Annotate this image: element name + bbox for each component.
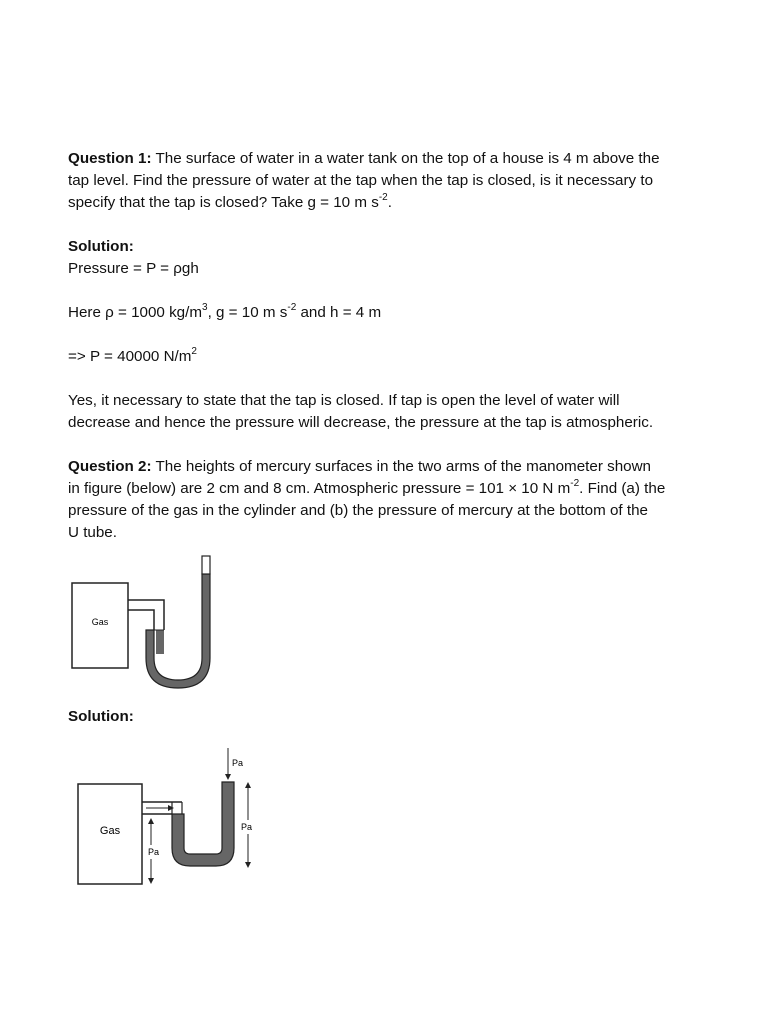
gas-pressure-arrow-head bbox=[168, 805, 174, 811]
question-2 bbox=[68, 456, 708, 544]
question-1-text-line1: The surface of water in a water tank on the top of a house is 4 m above the bbox=[155, 150, 660, 167]
solution-2-heading: Solution: bbox=[68, 708, 134, 725]
question-1-text-line3: specify that the tap is closed? Take g = 10 m s bbox=[68, 194, 379, 211]
question-2-text-line2: in figure (below) are 2 cm and 8 cm. Atmospheric pressure = 101 × 10 N m bbox=[68, 480, 571, 497]
connector-tube-bottom bbox=[128, 610, 154, 630]
gas-label: Gas bbox=[91, 617, 109, 627]
values-density-exp: 3 bbox=[202, 301, 208, 313]
question-1-exponent: -2 bbox=[378, 191, 388, 203]
solution-1-heading: Solution: bbox=[68, 238, 134, 255]
right-height-arrow-bottom bbox=[245, 862, 251, 868]
values-density: Here ρ = 1000 kg/m bbox=[68, 304, 203, 321]
atm-pressure-arrow-head bbox=[225, 774, 231, 780]
result-text: => P = 40000 N/m bbox=[68, 348, 192, 365]
connector-tube-top bbox=[128, 600, 164, 630]
values-gravity: , g = 10 m s bbox=[207, 304, 288, 321]
explanation-line2: decrease and hence the pressure will decrease, the pressure at the tap is atmospheric. bbox=[68, 414, 654, 431]
solution-1-formula: Pressure = P = ρgh bbox=[68, 260, 199, 277]
question-2-text-line1: The heights of mercury surfaces in the two arms of the manometer shown bbox=[155, 458, 651, 475]
manometer-figure bbox=[60, 550, 230, 690]
values-height: and h = 4 m bbox=[296, 304, 382, 321]
question-2-text-line4: U tube. bbox=[68, 524, 117, 541]
mercury-left-arm bbox=[156, 630, 164, 654]
question-1-text-line3-end: . bbox=[387, 194, 392, 211]
question-1 bbox=[68, 148, 708, 214]
mercury-column bbox=[146, 574, 210, 688]
solution-1-result bbox=[68, 346, 708, 368]
question-2-text-line3: pressure of the gas in the cylinder and (b) the pressure of mercury at the bottom of the bbox=[68, 502, 648, 519]
gas-label: Gas bbox=[99, 825, 121, 837]
pa-left-label: Pa bbox=[148, 847, 160, 857]
annotated-manometer-figure bbox=[70, 744, 270, 890]
question-2-text-line2-end: . Find (a) the bbox=[579, 480, 666, 497]
solution-1-values bbox=[68, 302, 708, 324]
pa-right-label: Pa bbox=[241, 822, 253, 832]
solution-1-explanation bbox=[68, 390, 708, 434]
question-2-exponent: -2 bbox=[570, 477, 580, 489]
right-height-arrow-top bbox=[245, 782, 251, 788]
question-1-label: Question 1: bbox=[68, 150, 152, 167]
left-height-arrow-top bbox=[148, 818, 154, 824]
values-gravity-exp: -2 bbox=[287, 301, 297, 313]
mercury-column bbox=[172, 782, 234, 866]
result-exp: 2 bbox=[191, 345, 197, 357]
pa-top-label: Pa bbox=[232, 758, 244, 768]
explanation-line1: Yes, it necessary to state that the tap is closed. If tap is open the level of water will bbox=[68, 392, 620, 409]
open-arm-end bbox=[202, 556, 210, 574]
question-1-text-line2: tap level. Find the pressure of water at the tap when the tap is closed, is it necessary to bbox=[68, 172, 654, 189]
left-height-arrow-bottom bbox=[148, 878, 154, 884]
question-2-label: Question 2: bbox=[68, 458, 152, 475]
